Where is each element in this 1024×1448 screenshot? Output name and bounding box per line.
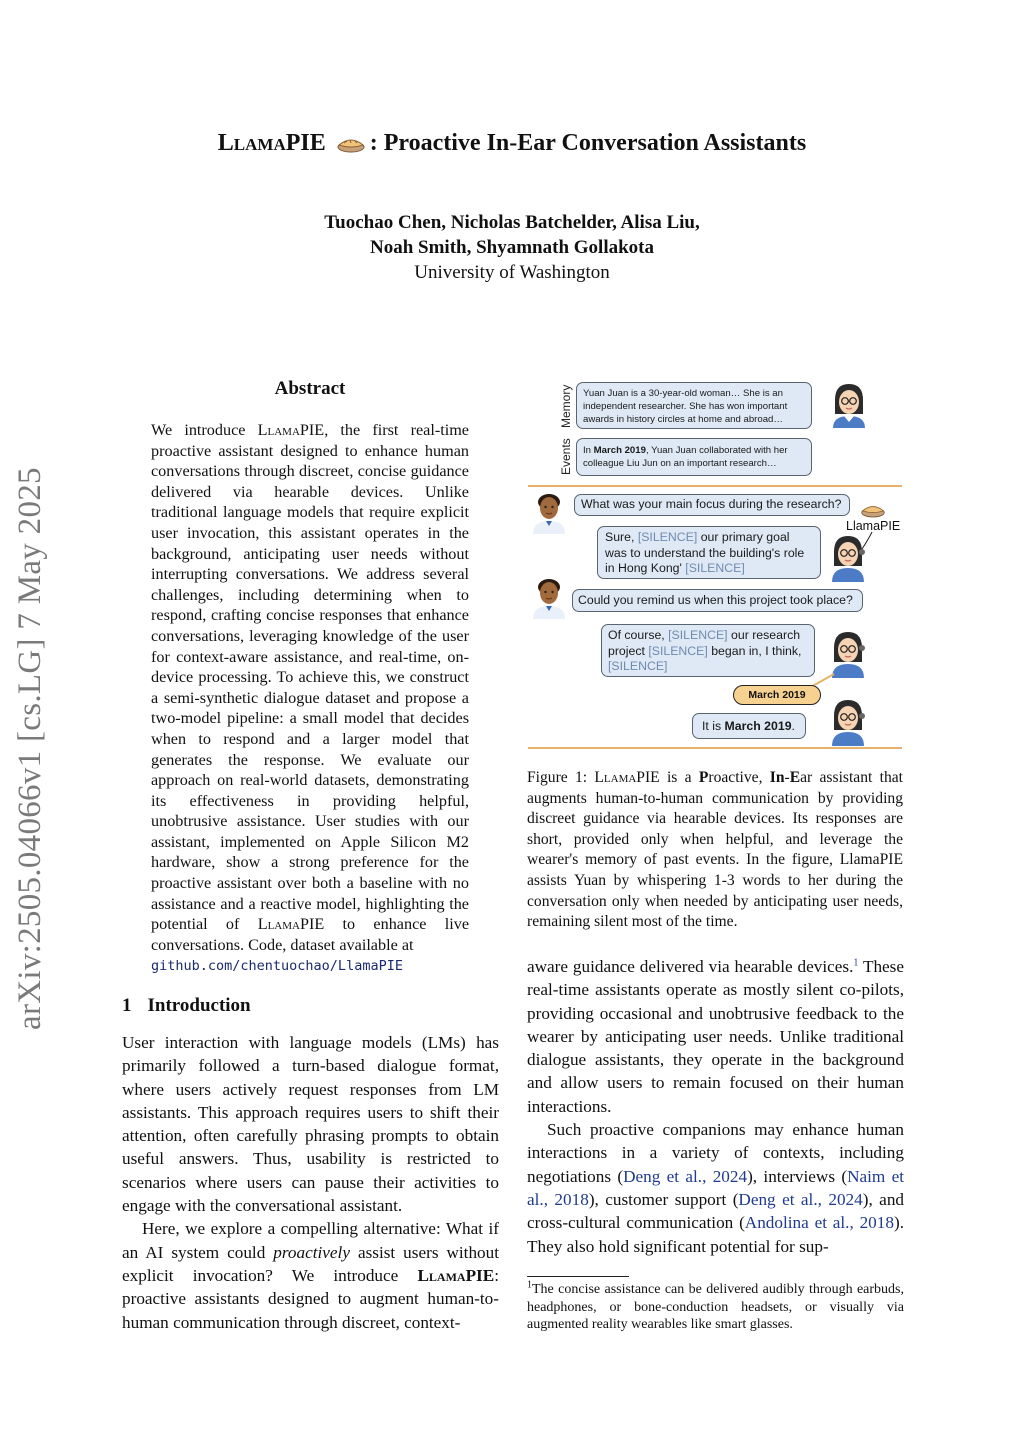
text-part: : proactive assistants designed to augment human-to-human communication through discreet, context- — [122, 1265, 499, 1332]
text-part: ), customer support ( — [588, 1189, 739, 1209]
text-part: ). They also hold significant potential for sup- — [527, 1213, 904, 1256]
caption-text: roactive, — [708, 769, 770, 786]
text-part: These real-time assistants operate as mostly silent co-pilots, providing occasional and unobtrusive feedback to the wearer by anticipating user needs. Unlike traditional dialogue assistants, they operate in the background and allow users to remain focused on their human interactions. — [527, 957, 904, 1116]
intro-left-column — [122, 1031, 499, 1334]
abstract-part: to enhance live conversations. Code, dataset available at — [151, 915, 470, 954]
section-number: 1 — [122, 995, 132, 1016]
arxiv-stamp: arXiv:2505.04066v1 [cs.LG] 7 May 2025 — [12, 467, 48, 1030]
llamapie-label: LlamaPIE — [846, 519, 901, 533]
text-part: assist users without explicit invocation? We introduce — [122, 1242, 500, 1285]
woman-earbud-avatar-icon — [826, 696, 876, 746]
answer-text: Of course, — [608, 628, 669, 642]
citation-link[interactable]: Deng et al., 2024 — [738, 1189, 863, 1209]
events-bubble — [576, 438, 812, 476]
text-part: Here, we explore a compelling alternative: What if an AI system could — [122, 1219, 499, 1262]
footnote-mark: 1 — [527, 1279, 532, 1291]
footnote-text: The concise assistance can be delivered audibly through earbuds, headphones, or bone-conduction headsets, or visually via augmented reality wearables like smart glasses. — [527, 1282, 904, 1332]
final-bubble — [692, 713, 806, 739]
divider-line — [528, 747, 902, 749]
woman-earbud-avatar-icon — [826, 530, 876, 582]
answer-bubble-1 — [597, 526, 821, 579]
authors-line2: Noah Smith, Shyamnath Gollakota — [369, 237, 654, 258]
question-bubble-2 — [572, 589, 863, 612]
caption-label: Figure 1: — [527, 769, 595, 786]
intro-paragraph-2 — [122, 1217, 499, 1333]
caption-text: is a — [659, 769, 699, 786]
whisper-pill: March 2019 — [733, 685, 821, 705]
footnote-ref[interactable]: 1 — [853, 957, 859, 969]
caption-bold: P — [698, 769, 709, 786]
pie-icon — [336, 134, 366, 154]
footnote — [527, 1281, 904, 1334]
caption-bold: In — [769, 769, 785, 786]
silence-token: [SILENCE] — [608, 659, 668, 673]
right-paragraph-1 — [527, 955, 904, 1118]
citation-link[interactable]: Andolina et al., 2018 — [744, 1213, 894, 1233]
abstract-part: , the first real-time proactive assistant designed to enhance human conversations through discreet, concise guidance delivered via hearable devices. Unlike traditional language models that require explicit user invocation, this assistant operates in the background, anticipating user needs without interrupting conversations. We address several challenges, including determining when to respond, crafting concise responses that enhance conversations, leveraging knowledge of the user for context-aware assistance, and real-time, on-device processing. To achieve this, we construct a semi-synthetic dialogue dataset and propose a two-model pipeline: a small model that decides when to respond and a larger model that generates the response. We evaluate our approach on real-world datasets, demonstrating its effectiveness in providing helpful, unobtrusive assistance. User studies with our assistant, implemented on Apple Silicon M2 hardware, show a strong preference for the proactive assistant over both a baseline with no assistance and a reactive model, highlighting the potential of — [151, 421, 469, 934]
answer-bubble-2 — [601, 624, 815, 677]
text-part: Such proactive companions may enhance human interactions in a variety of contexts, including negotiations ( — [527, 1120, 904, 1186]
title-name: LlamaPIE — [217, 130, 326, 156]
memory-bubble — [576, 382, 812, 429]
text-part: ), interviews ( — [747, 1166, 848, 1186]
code-link[interactable]: github.com/chentuochao/LlamaPIE — [151, 958, 403, 975]
silence-token: [SILENCE] — [668, 628, 728, 642]
caption-text: - — [784, 769, 790, 786]
woman-avatar-icon — [827, 380, 871, 428]
silence-token: [SILENCE] — [637, 530, 698, 544]
right-paragraph-2 — [527, 1118, 904, 1258]
caption-name: LlamaPIE — [594, 769, 660, 786]
man-avatar-icon — [529, 575, 569, 619]
affiliation: University of Washington — [414, 262, 610, 283]
woman-earbud-avatar-icon — [826, 628, 876, 678]
citation-link[interactable]: Deng et al., 2024 — [623, 1166, 748, 1186]
emphasis: proactively — [273, 1242, 350, 1262]
intro-right-column — [527, 955, 904, 1258]
intro-paragraph-1: User interaction with language models (LMs) has primarily followed a turn-based dialogue format, where users actively request responses from LM assistants. This approach requires users to shift their attention, often carefully phrasing prompts to obtain useful answers. Thus, usability is restricted to scenarios where users can pause their activities to engage with the conversational assistant. — [122, 1033, 499, 1216]
silence-token: [SILENCE] — [681, 561, 745, 575]
events-text: , Yuan Juan collaborated with her colleague Liu Jun on an important research… — [583, 445, 788, 469]
abstract-name: LlamaPIE — [257, 421, 325, 439]
answer-text: our primary goal was to understand the building's role in Hong Kong' — [605, 530, 805, 575]
paper-title — [0, 130, 1024, 157]
citation-link[interactable]: Naim et al., 2018 — [527, 1166, 904, 1209]
memory-label: Memory — [559, 384, 573, 428]
question-bubble-1 — [574, 494, 850, 516]
section-heading — [122, 995, 251, 1017]
pie-icon — [860, 501, 886, 519]
text-part: aware guidance delivered via hearable devices. — [527, 957, 854, 976]
events-text: In — [583, 445, 594, 456]
title-rest: : Proactive In-Ear Conversation Assistants — [369, 130, 807, 156]
question-text: Could you remind us when this project took place? — [578, 593, 853, 607]
answer-text: began in, I think, — [707, 643, 802, 658]
section-title: Introduction — [147, 995, 251, 1016]
final-date: March 2019 — [724, 719, 792, 733]
answer-text: our research project — [608, 628, 801, 658]
abstract-heading: Abstract — [274, 378, 346, 399]
divider-line — [528, 485, 902, 487]
final-text: . — [791, 719, 795, 733]
author-block — [0, 210, 1024, 285]
text-part: ), and cross-cultural communication ( — [527, 1189, 905, 1233]
events-label: Events — [559, 438, 573, 475]
figure-caption — [527, 768, 903, 933]
footnote-rule — [527, 1276, 629, 1277]
silence-token: [SILENCE] — [648, 643, 708, 658]
man-avatar-icon — [529, 490, 569, 534]
events-date: March 2019 — [593, 445, 646, 456]
system-name: LlamaPIE — [417, 1265, 495, 1285]
question-text: What was your main focus during the research? — [581, 497, 842, 511]
abstract-part: We introduce — [151, 421, 258, 439]
caption-text: ar assistant that augments human-to-human communication by providing discreet guidance via hearable devices. Its responses are short, provided only when helpful, and leverage the wearer's memory of past events. In the figure, LlamaPIE assists Yuan by whispering 1-3 words to her during the conversation only when needed by anticipating user needs, remaining silent most of the time. — [527, 769, 904, 931]
authors-line1: Tuochao Chen, Nicholas Batchelder, Alisa Liu, — [324, 212, 700, 233]
memory-text: Yuan Juan is a 30-year-old woman… She is an independent researcher. She has won important awards in history circles at home and abroad… — [583, 388, 788, 425]
final-text: It is — [702, 719, 725, 733]
caption-bold: E — [789, 769, 801, 786]
abstract-text — [151, 420, 469, 977]
answer-text: Sure, — [605, 530, 638, 544]
abstract-name: LlamaPIE — [257, 915, 325, 934]
